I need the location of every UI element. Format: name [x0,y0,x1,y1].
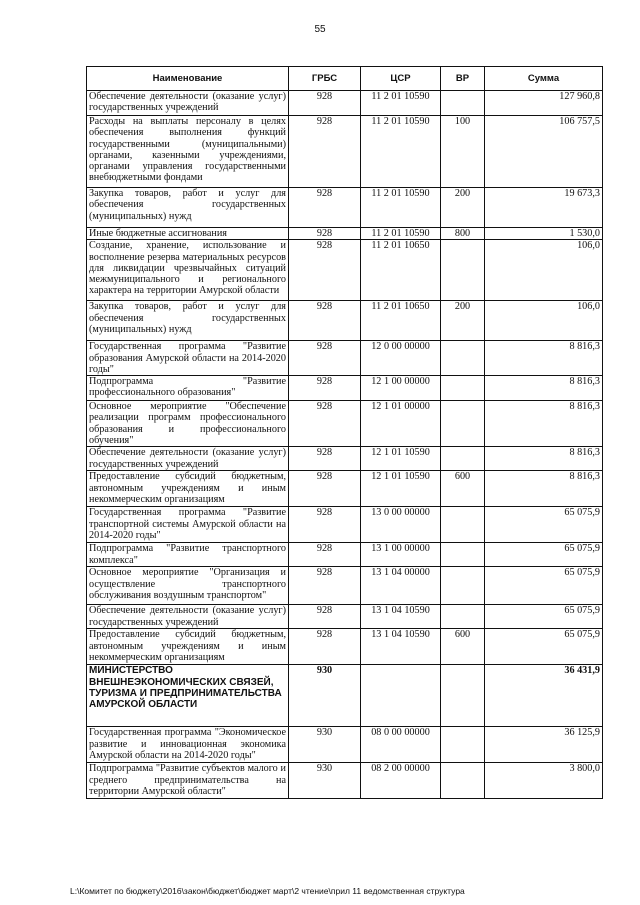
cell-grbs: 928 [289,376,361,401]
table-row [87,116,603,188]
cell-name: Обеспечение деятельности (оказание услуг) государственных учреждений [87,605,289,629]
table-row [87,727,603,763]
cell-csr: 12 0 00 00000 [361,341,441,376]
header-sum: Сумма [485,67,603,91]
table-row [87,91,603,116]
cell-sum: 36 431,9 [485,665,603,727]
table-row [87,605,603,629]
cell-sum: 65 075,9 [485,507,603,543]
table-row [87,341,603,376]
cell-csr: 11 2 01 10650 [361,301,441,341]
cell-grbs: 930 [289,665,361,727]
table-row [87,301,603,341]
cell-grbs: 928 [289,301,361,341]
cell-vr [441,401,485,447]
table-body [87,91,603,799]
cell-sum: 8 816,3 [485,471,603,507]
table-row [87,188,603,228]
cell-grbs: 928 [289,228,361,240]
table-header-row [87,67,603,91]
budget-table [86,66,603,799]
cell-name: Создание, хранение, использование и восполнение резерва материальных ресурсов для ликвидации чрезвычайных ситуаций межмуниципального и регионального характера на территории Амурской области [87,240,289,301]
cell-csr: 11 2 01 10590 [361,91,441,116]
cell-grbs: 930 [289,763,361,799]
cell-csr: 13 1 04 00000 [361,567,441,605]
cell-sum: 106,0 [485,240,603,301]
cell-sum: 8 816,3 [485,376,603,401]
table-row [87,543,603,567]
table-row [87,401,603,447]
cell-vr [441,376,485,401]
cell-name: Закупка товаров, работ и услуг для обеспечения государственных (муниципальных) нужд [87,188,289,228]
cell-grbs: 928 [289,543,361,567]
cell-name: Подпрограмма "Развитие субъектов малого и среднего предпринимательства на территории Амурской области" [87,763,289,799]
table-row [87,471,603,507]
page-number: 55 [314,24,326,35]
cell-vr [441,567,485,605]
cell-vr: 200 [441,301,485,341]
header-grbs: ГРБС [289,67,361,91]
cell-name: Государственная программа "Развитие образования Амурской области на 2014-2020 годы" [87,341,289,376]
cell-grbs: 928 [289,605,361,629]
table-row [87,447,603,471]
cell-csr: 08 2 00 00000 [361,763,441,799]
cell-sum: 65 075,9 [485,629,603,665]
cell-vr: 800 [441,228,485,240]
cell-sum: 8 816,3 [485,401,603,447]
cell-sum: 8 816,3 [485,447,603,471]
cell-csr: 12 1 01 10590 [361,447,441,471]
table-row [87,228,603,240]
cell-sum: 19 673,3 [485,188,603,228]
cell-grbs: 928 [289,116,361,188]
cell-sum: 65 075,9 [485,543,603,567]
cell-sum: 1 530,0 [485,228,603,240]
cell-grbs: 930 [289,727,361,763]
header-vr: ВР [441,67,485,91]
cell-name: Основное мероприятие "Обеспечение реализации программ профессионального образования и профессионального обучения" [87,401,289,447]
cell-grbs: 928 [289,91,361,116]
footer-file-path: L:\Комитет по бюджету\2016\закон\бюджет\бюджет март\2 чтение\прил 11 ведомственная структура [70,886,465,896]
cell-name: Основное мероприятие "Организация и осуществление транспортного обслуживания воздушным транспортом" [87,567,289,605]
cell-vr: 100 [441,116,485,188]
cell-vr: 600 [441,471,485,507]
cell-csr: 11 2 01 10590 [361,116,441,188]
table-row [87,240,603,301]
cell-sum: 106 757,5 [485,116,603,188]
cell-sum: 65 075,9 [485,567,603,605]
cell-name: Предоставление субсидий бюджетным, автономным учреждениям и иным некоммерческим организациям [87,471,289,507]
cell-csr: 12 1 00 00000 [361,376,441,401]
cell-vr [441,727,485,763]
cell-vr [441,91,485,116]
cell-grbs: 928 [289,471,361,507]
cell-name: Государственная программа "Экономическое развитие и инновационная экономика Амурской области на 2014-2020 годы" [87,727,289,763]
cell-name: Обеспечение деятельности (оказание услуг) государственных учреждений [87,91,289,116]
cell-name: Подпрограмма "Развитие профессионального образования" [87,376,289,401]
table-row [87,763,603,799]
cell-csr: 11 2 01 10590 [361,188,441,228]
table-row [87,507,603,543]
cell-name: Иные бюджетные ассигнования [87,228,289,240]
cell-name: Подпрограмма "Развитие транспортного комплекса" [87,543,289,567]
cell-csr: 11 2 01 10590 [361,228,441,240]
cell-grbs: 928 [289,447,361,471]
cell-csr [361,665,441,727]
cell-name: Расходы на выплаты персоналу в целях обеспечения выполнения функций государственными (муниципальными) органами, казенными учреждениями, органами управления государственными внебюджетными фондами [87,116,289,188]
table-row [87,567,603,605]
cell-sum: 65 075,9 [485,605,603,629]
cell-grbs: 928 [289,567,361,605]
cell-vr: 600 [441,629,485,665]
cell-sum: 36 125,9 [485,727,603,763]
header-name: Наименование [87,67,289,91]
cell-name: Обеспечение деятельности (оказание услуг) государственных учреждений [87,447,289,471]
cell-grbs: 928 [289,507,361,543]
cell-sum: 106,0 [485,301,603,341]
cell-vr [441,507,485,543]
cell-name: Предоставление субсидий бюджетным, автономным учреждениям и иным некоммерческим организациям [87,629,289,665]
header-csr: ЦСР [361,67,441,91]
cell-csr: 12 1 01 00000 [361,401,441,447]
cell-grbs: 928 [289,401,361,447]
cell-grbs: 928 [289,341,361,376]
cell-name: МИНИСТЕРСТВО ВНЕШНЕЭКОНОМИЧЕСКИХ СВЯЗЕЙ, ТУРИЗМА И ПРЕДПРИНИМАТЕЛЬСТВА АМУРСКОЙ ОБЛАСТИ [87,665,289,727]
table-row [87,629,603,665]
cell-csr: 08 0 00 00000 [361,727,441,763]
cell-csr: 13 1 00 00000 [361,543,441,567]
cell-vr [441,665,485,727]
table-row [87,376,603,401]
cell-vr [441,763,485,799]
cell-sum: 3 800,0 [485,763,603,799]
cell-sum: 127 960,8 [485,91,603,116]
cell-csr: 13 1 04 10590 [361,629,441,665]
cell-csr: 13 1 04 10590 [361,605,441,629]
cell-vr [441,605,485,629]
cell-grbs: 928 [289,240,361,301]
cell-vr: 200 [441,188,485,228]
cell-sum: 8 816,3 [485,341,603,376]
cell-name: Государственная программа "Развитие транспортной системы Амурской области на 2014-2020 годы" [87,507,289,543]
cell-csr: 13 0 00 00000 [361,507,441,543]
cell-name: Закупка товаров, работ и услуг для обеспечения государственных (муниципальных) нужд [87,301,289,341]
cell-grbs: 928 [289,188,361,228]
cell-grbs: 928 [289,629,361,665]
cell-vr [441,447,485,471]
cell-csr: 12 1 01 10590 [361,471,441,507]
cell-vr [441,341,485,376]
cell-vr [441,543,485,567]
table-row [87,665,603,727]
cell-vr [441,240,485,301]
cell-csr: 11 2 01 10650 [361,240,441,301]
